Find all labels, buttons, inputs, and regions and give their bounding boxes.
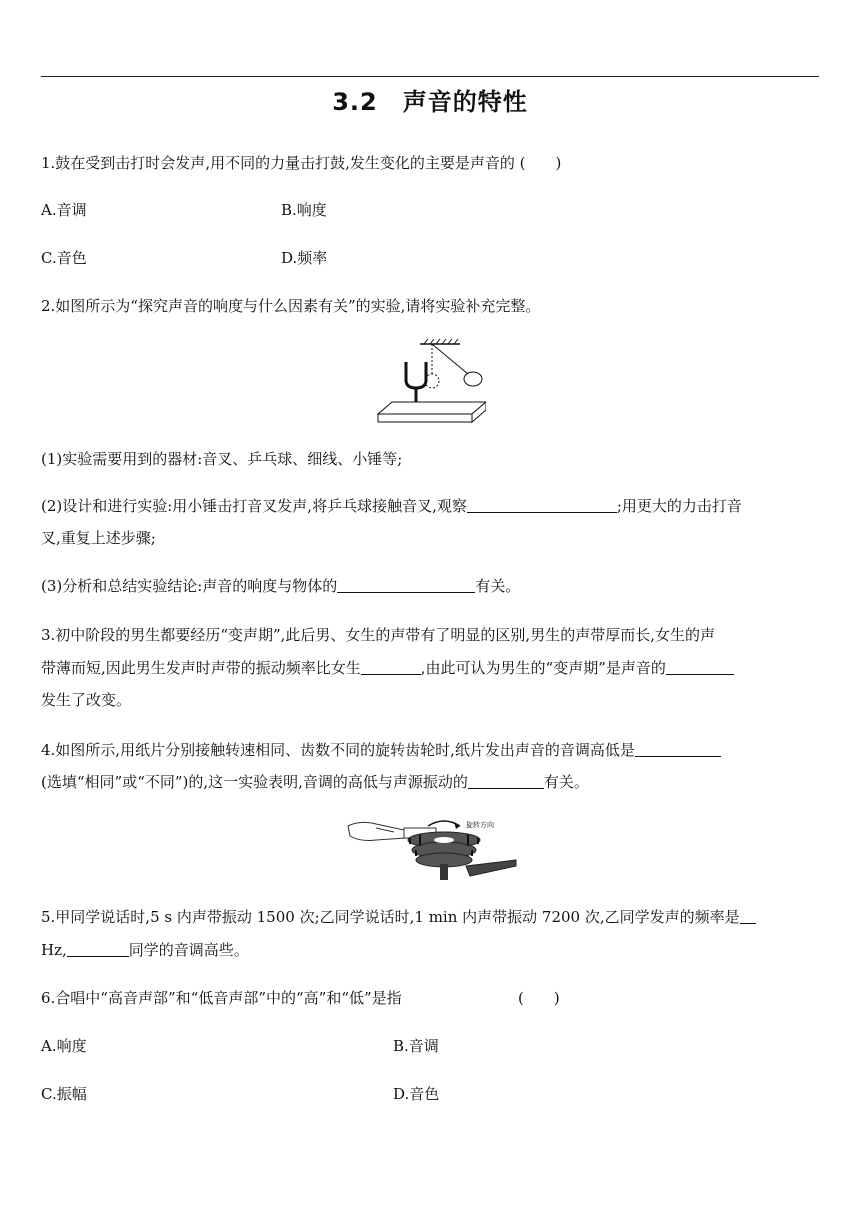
- q2-blank-1[interactable]: [467, 498, 617, 513]
- q6-option-a: A.响度: [41, 1037, 87, 1055]
- q3-line2-text-a: 带薄而短,因此男生发声时声带的振动频率比女生: [41, 659, 361, 677]
- q6-option-c: C.振幅: [41, 1085, 87, 1103]
- q4-blank-1[interactable]: [635, 742, 721, 757]
- q2-part2-line1: [41, 496, 742, 516]
- q4-line1-text: 4.如图所示,用纸片分别接触转速相同、齿数不同的旋转齿轮时,纸片发出声音的音调高低是: [41, 741, 635, 759]
- q1-option-b: B.响度: [281, 201, 327, 219]
- q5-line1: [41, 907, 756, 927]
- rotating-gear-figure: [346, 814, 518, 884]
- q6-stem: 6.合唱中“高音声部”和“低音声部”中的“高”和“低”是指: [41, 989, 402, 1007]
- q4-line1: [41, 740, 721, 760]
- q4-line2-text-b: 有关。: [543, 773, 589, 791]
- q1-option-d: D.频率: [281, 249, 328, 267]
- q3-blank-1[interactable]: [361, 660, 421, 675]
- q2-part3: [41, 576, 520, 596]
- q2-part2-line2: 叉,重复上述步骤;: [41, 529, 156, 547]
- q4-blank-2[interactable]: [468, 774, 544, 789]
- q5-line2-text-b: 同学的音调高些。: [128, 941, 249, 959]
- q5-line2: [41, 940, 249, 960]
- rotation-direction-label: 旋转方向: [466, 821, 494, 829]
- q1-option-a: A.音调: [41, 201, 87, 219]
- q5-blank-2[interactable]: [67, 942, 129, 957]
- tuning-fork-figure: [376, 338, 486, 424]
- q5-line2-text-a: Hz,: [41, 941, 67, 959]
- q4-line2: [41, 772, 589, 792]
- q2-part1: (1)实验需要用到的器材:音叉、乒乓球、细线、小锤等;: [41, 450, 403, 468]
- q6-option-b: B.音调: [393, 1037, 439, 1055]
- q5-line1-text: 5.甲同学说话时,5 s 内声带振动 1500 次;乙同学说话时,1 min 内声带振动 7200 次,乙同学发声的频率是: [41, 908, 740, 926]
- q1-option-c: C.音色: [41, 249, 87, 267]
- page-title: 3.2 声音的特性: [332, 88, 528, 116]
- q3-line1: 3.初中阶段的男生都要经历“变声期”,此后男、女生的声带有了明显的区别,男生的声带厚而长,女生的声: [41, 626, 715, 644]
- q5-blank-1[interactable]: [740, 909, 756, 924]
- q2-part3-text-a: (3)分析和总结实验结论:声音的响度与物体的: [41, 577, 338, 595]
- q3-line3: 发生了改变。: [41, 691, 132, 709]
- q2-part2-text-b: ;用更大的力击打音: [616, 497, 742, 515]
- q6-option-d: D.音色: [393, 1085, 440, 1103]
- q4-line2-text-a: (选填“相同”或“不同”)的,这一实验表明,音调的高低与声源振动的: [41, 773, 468, 791]
- q1-stem: 1.鼓在受到击打时会发声,用不同的力量击打鼓,发生变化的主要是声音的 ( ): [41, 154, 562, 172]
- top-rule: [41, 76, 819, 77]
- q6-answer-paren: ( ): [518, 989, 560, 1007]
- q2-blank-2[interactable]: [337, 578, 475, 593]
- q3-blank-2[interactable]: [666, 660, 734, 675]
- q2-part3-text-b: 有关。: [475, 577, 521, 595]
- q3-line2: [41, 658, 734, 678]
- q3-line2-text-b: ,由此可认为男生的“变声期”是声音的: [420, 659, 666, 677]
- q2-stem: 2.如图所示为“探究声音的响度与什么因素有关”的实验,请将实验补充完整。: [41, 297, 541, 315]
- q2-part2-text-a: (2)设计和进行实验:用小锤击打音叉发声,将乒乓球接触音叉,观察: [41, 497, 467, 515]
